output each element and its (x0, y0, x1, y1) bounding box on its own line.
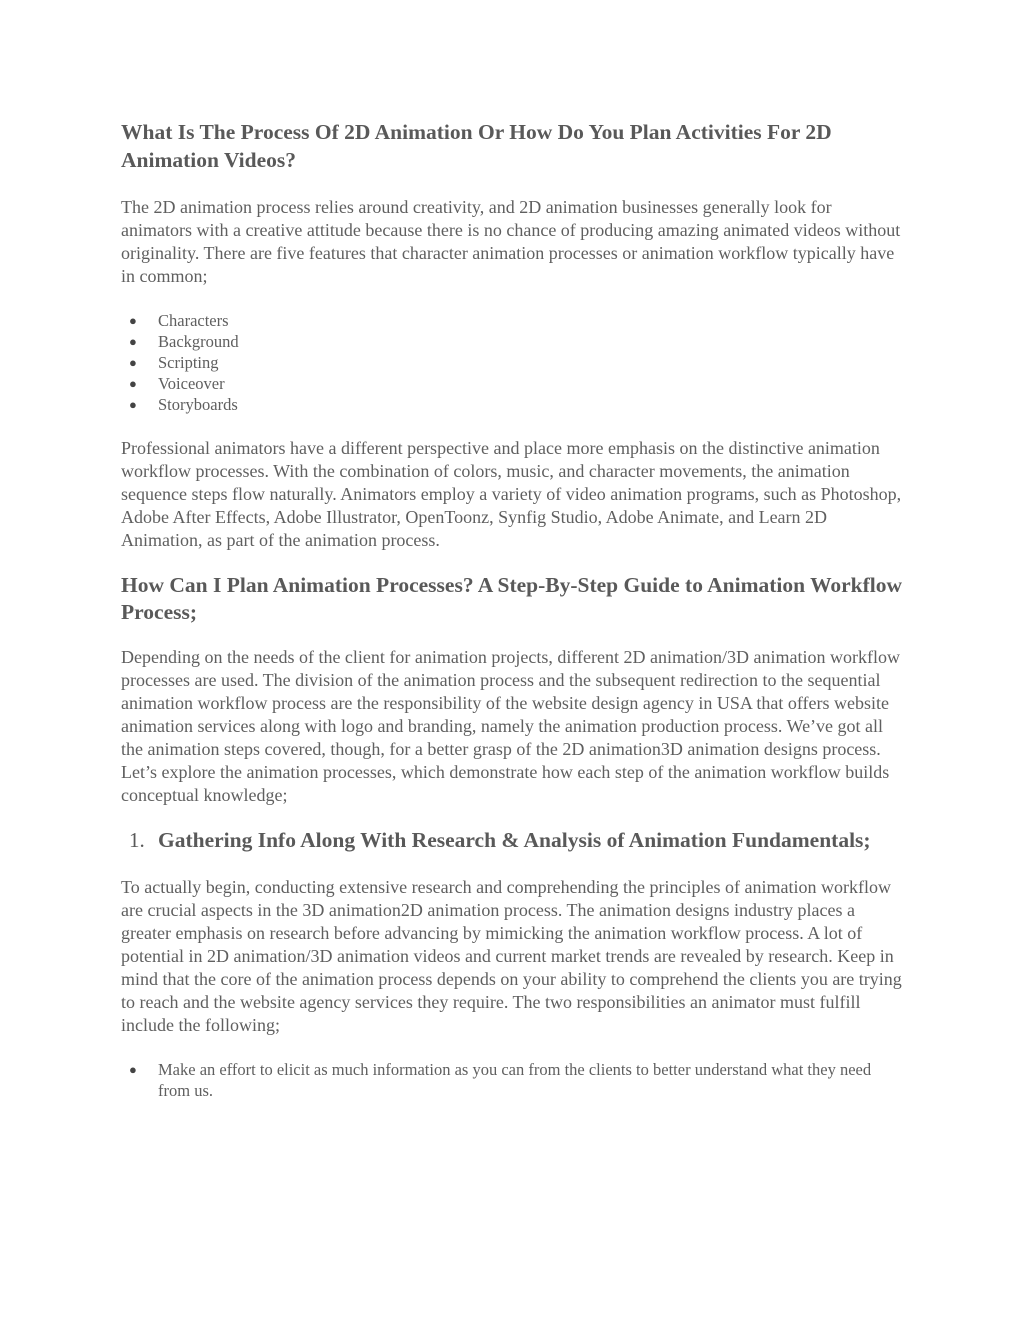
step-paragraph: To actually begin, conducting extensive research and comprehending the principles of animation workflow are crucial aspects in the 3D animation2D animation process. The animation designs industry places a greater emphasis on research before advancing by mimicking the animation workflow process. A lot of potential in 2D animation/3D animation videos and current market trends are revealed by research. Keep in mind that the core of the animation process depends on your ability to comprehend the clients you are trying to reach and the website agency services they require. The two responsibilities an animator must fulfill include the following; (121, 877, 902, 1035)
list-item-text: Storyboards (158, 395, 238, 414)
list-item (121, 373, 906, 394)
list-item (121, 394, 906, 415)
professional-paragraph: Professional animators have a different perspective and place more emphasis on the distinctive animation workflow processes. With the combination of colors, music, and character movements, the animation sequence steps flow naturally. Animators employ a variety of video animation programs, such as Photoshop, Adobe After Effects, Adobe Illustrator, OpenToonz, Synfig Studio, Adobe Animate, and Learn 2D Animation, as part of the animation process. (121, 438, 902, 550)
intro-paragraph: The 2D animation process relies around creativity, and 2D animation businesses generally look for animators with a creative attitude because there is no chance of producing amazing animated videos without originality. There are five features that character animation processes or animation workflow typically have in common; (121, 197, 901, 286)
list-item-text: Voiceover (158, 374, 225, 393)
step-heading: Gathering Info Along With Research & Analysis of Animation Fundamentals; (158, 828, 871, 852)
list-item (121, 331, 906, 352)
bullet-icon: ● (129, 397, 137, 412)
list-item-text: Background (158, 332, 239, 351)
list-item-text: Scripting (158, 353, 219, 372)
numbered-heading (121, 827, 906, 854)
responsibilities-list (121, 1059, 906, 1101)
list-item-text: Make an effort to elicit as much information as you can from the clients to better understand what they need from us. (158, 1060, 872, 1100)
list-item-text: Characters (158, 311, 229, 330)
page-title: What Is The Process Of 2D Animation Or How Do You Plan Activities For 2D Animation Videos? (121, 120, 832, 172)
section-paragraph: Depending on the needs of the client for animation projects, different 2D animation/3D animation workflow processes are used. The division of the animation process and the subsequent redirection to the sequential animation workflow process are the responsibility of the website design agency in USA that offers website animation services along with logo and branding, namely the animation production process. We’ve got all the animation steps covered, though, for a better grasp of the 2D animation3D animation designs process. (121, 647, 900, 759)
step-number: 1. (129, 828, 145, 852)
bullet-icon: ● (129, 1062, 137, 1077)
list-item (121, 352, 906, 373)
list-item (121, 310, 906, 331)
document-page (121, 118, 906, 1123)
bullet-icon: ● (129, 313, 137, 328)
features-list (121, 310, 906, 415)
bullet-icon: ● (129, 376, 137, 391)
bullet-icon: ● (129, 334, 137, 349)
list-item (121, 1059, 906, 1101)
section-heading: How Can I Plan Animation Processes? A Step-By-Step Guide to Animation Workflow Process; (121, 573, 903, 624)
section-paragraph-continued: Let’s explore the animation processes, which demonstrate how each step of the animation workflow builds conceptual knowledge; (121, 762, 890, 805)
bullet-icon: ● (129, 355, 137, 370)
